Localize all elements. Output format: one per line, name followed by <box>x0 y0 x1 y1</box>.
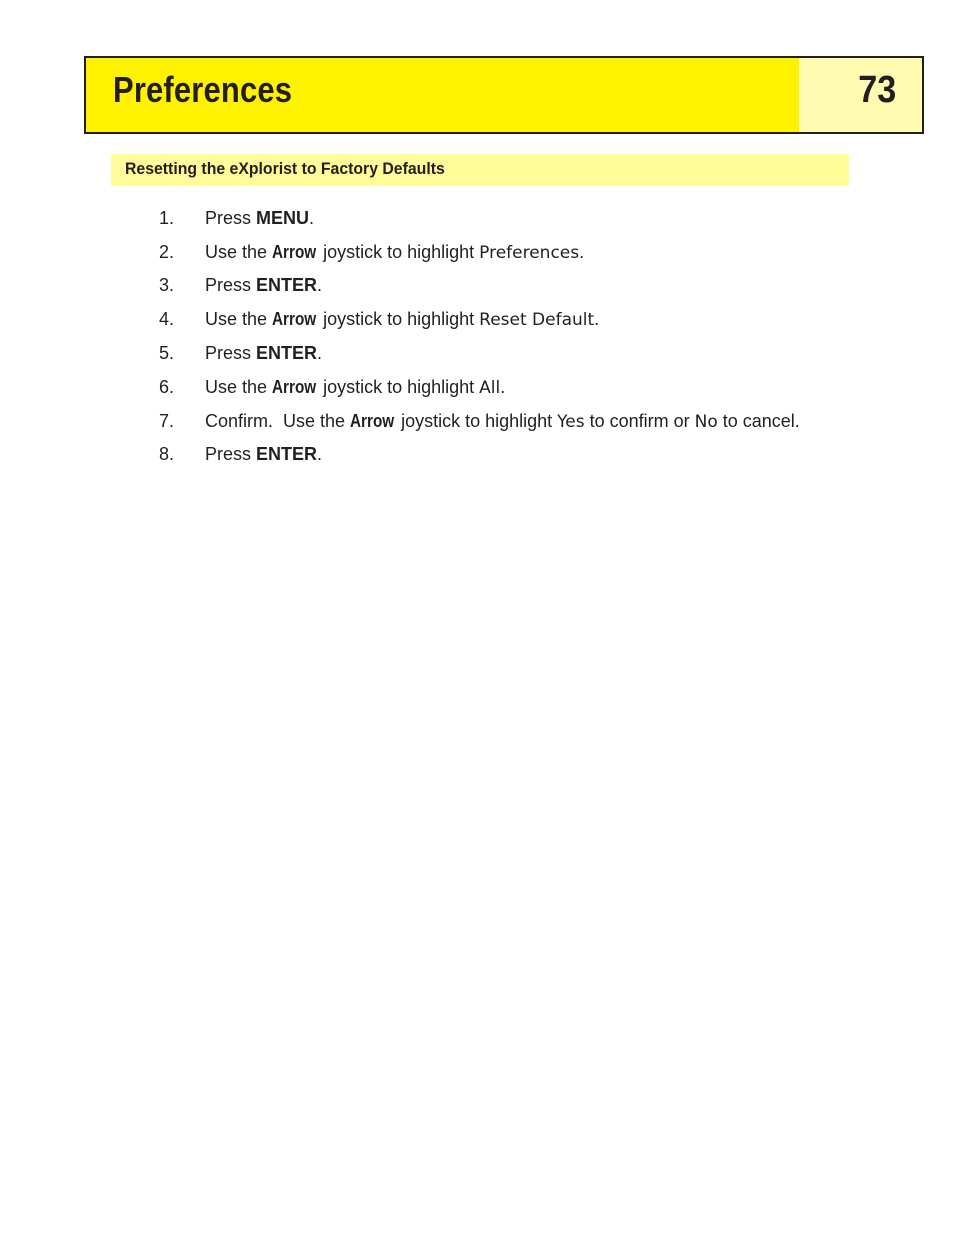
step-text-part: joystick to highlight <box>396 411 558 431</box>
step-number: 6. <box>159 377 175 397</box>
step-text-part: Press <box>205 343 257 363</box>
button-name-enter: ENTER <box>256 444 318 464</box>
step-text-part: . <box>500 377 506 397</box>
step-text <box>205 377 505 398</box>
step-number: 7. <box>159 411 175 431</box>
step-text <box>205 309 599 330</box>
screen-option-all: All <box>479 378 501 398</box>
step-text-part: to cancel. <box>717 411 800 431</box>
step-text-part: . <box>317 444 323 464</box>
step-text-part: joystick to highlight <box>318 377 480 397</box>
section-heading: Resetting the eXplorist to Factory Defaults <box>125 159 445 178</box>
step-text-part: Press <box>205 208 257 228</box>
step-text-part: Use the <box>205 242 273 262</box>
step-text-part: to confirm or <box>584 411 695 431</box>
step-number: 3. <box>159 275 175 295</box>
step-text-part: joystick to highlight <box>318 242 480 262</box>
step-text-part: Use the <box>205 309 273 329</box>
button-name-menu: MENU <box>256 208 310 228</box>
screen-option-preferences: Preferences <box>479 243 580 263</box>
button-name-arrow: Arrow <box>272 242 317 262</box>
step-text-part: . <box>317 275 323 295</box>
screen-option-yes: Yes <box>557 412 585 432</box>
step-text-part: . <box>317 343 323 363</box>
page-title: Preferences <box>113 69 293 110</box>
button-name-arrow: Arrow <box>272 377 317 397</box>
step-text-part: joystick to highlight <box>318 309 480 329</box>
step-text-part: . <box>579 242 585 262</box>
step-number: 5. <box>159 343 175 363</box>
section-heading-bar <box>111 154 849 186</box>
page-number: 73 <box>857 69 896 111</box>
screen-option-reset-default: Reset Default <box>479 310 595 330</box>
step-text-part: . <box>309 208 315 228</box>
step-number: 2. <box>159 242 175 262</box>
button-name-enter: ENTER <box>256 275 318 295</box>
step-text <box>205 444 322 465</box>
step-number: 1. <box>159 208 175 228</box>
step-text-part: Press <box>205 275 257 295</box>
step-number: 4. <box>159 309 175 329</box>
step-text-part: Use the <box>205 377 273 397</box>
button-name-enter: ENTER <box>256 343 318 363</box>
button-name-arrow: Arrow <box>272 309 317 329</box>
step-number: 8. <box>159 444 175 464</box>
page-header <box>84 56 924 134</box>
step-text <box>205 275 322 296</box>
step-text <box>205 208 314 229</box>
step-text-part: Press <box>205 444 257 464</box>
step-text-part: Confirm. Use the <box>205 411 351 431</box>
button-name-arrow: Arrow <box>350 411 395 431</box>
step-text <box>205 343 322 364</box>
step-text <box>205 242 584 263</box>
screen-option-no: No <box>694 412 718 432</box>
step-text-part: . <box>594 309 600 329</box>
page-number-box <box>799 58 922 132</box>
step-text <box>205 411 800 432</box>
